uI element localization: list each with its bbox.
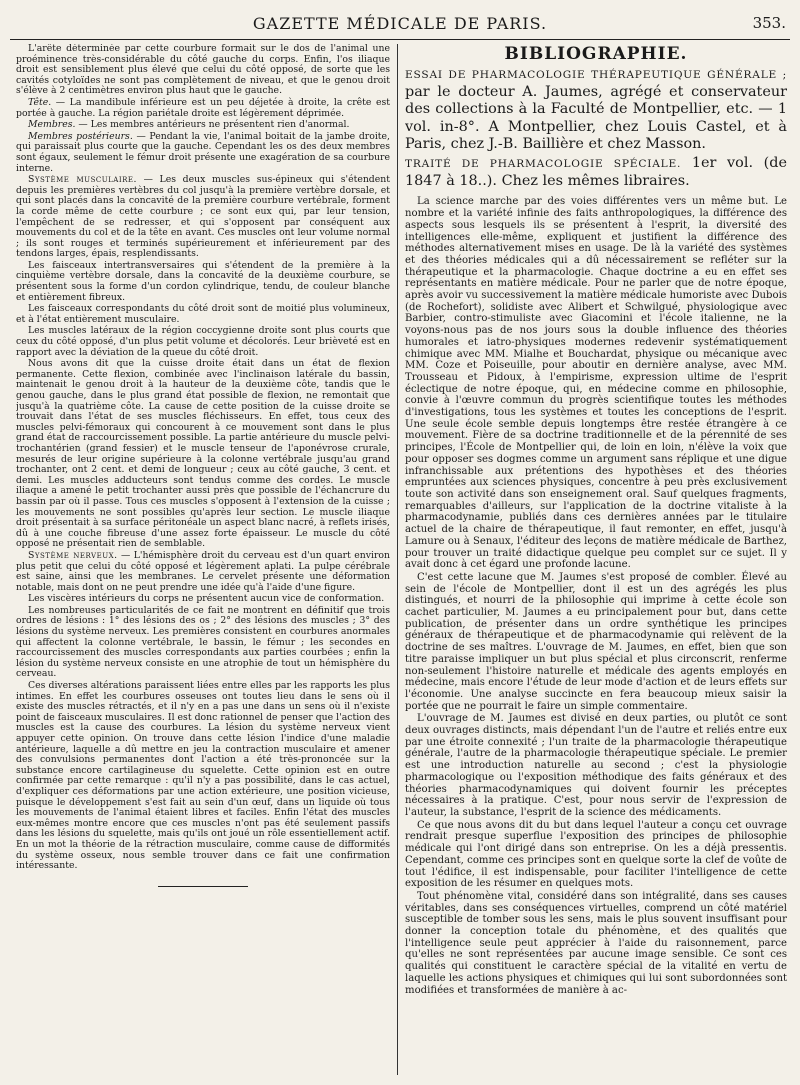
paragraph: Ce que nous avons dit du but dans lequel l'auteur a conçu cet ouvrage rendrait presque superflue l'exposition des principes de philosophie médicale qui l'ont dirigé dans son entreprise. On les a déjà pressentis. Cependant, comme ces principes sont en quelque sorte la clef de voûte de tout l'édifice, il est indispensable, pour faciliter l'intelligence de cette exposition de les résumer en quelques mots.	[405, 819, 787, 890]
page-number: 353.	[752, 14, 786, 32]
paragraph: Tout phénomène vital, considéré dans son intégralité, dans ses causes véritables, dans ses conséquences virtuelles, comprend un côté matériel susceptible de tomber sous les sens, mais le plus souvent insuffisant pour donner la conception totale du phénomène, et des qualités que l'intelligence seule peut apprécier à l'aide du raisonnement, parce qu'elles ne sont représentées par aucune image sensible. Ce sont ces qualités qui constituent le caractère spécial de la vitalité en vertu de laquelle les actions physiques et chimiques qui lui sont subordonnées sont modifiées et transformées de manière à ac-	[405, 890, 787, 996]
paragraph: Ces diverses altérations paraissent liées entre elles par les rapports les plus intimes. En effet les courbures osseuses ont toutes lieu dans le sens où il existe des muscles rétractés, et il n'y en a pas une dans un sens où il n'existe point de faisceaux musculaires. Il est donc rationnel de penser que l'action des muscles est la cause des courbures. La lésion du système nerveux vient appuyer cette opinion. On trouve dans cette lésion l'indice d'une maladie antérieure, laquelle a dû mettre en jeu la contraction musculaire et amener des convulsions permanentes dont l'action a été très-prononcée sur la substance encore cartilagineuse du squelette. Cette opinion est en outre confirmée par cette remarque : qu'il n'y a pas possibilité, dans le cas actuel, d'expliquer ces déformations par une action extérieure, une position vicieuse, puisque le développement s'est fait au sein d'un œuf, dans un liquide où tous les mouvements de l'animal étaient libres et faciles. Enfin l'état des muscles eux-mêmes montre encore que ces muscles n'ont pas été seulement passifs dans les lésions du squelette, mais qu'ils ont joué un rôle essentiellement actif. En un mot la théorie de la rétraction musculaire, comme cause de difformités du système osseux, nous semble trouver dans ce fait une confirmation intéressante.	[16, 680, 390, 872]
book-entry: ESSAI DE PHARMACOLOGIE THÉRAPEUTIQUE GÉNÉRALE ; par le docteur A. Jaumes, agrégé et conservateur des collections à la Faculté de Montpellier, etc. — 1 vol. in-8°. A Montpellier, chez Louis Castel, et à Paris, chez J.-B. Baillière et chez Masson.	[405, 69, 787, 152]
paragraph: Les faisceaux intertransversaires qui s'étendent de la première à la cinquième vertèbre dorsale, dans la concavité de la deuxième courbure, se présentent sous la forme d'un cordon cylindrique, tendu, de couleur blanche et entièrement fibreux.	[16, 259, 390, 303]
column-divider	[397, 44, 398, 1075]
book-entry: TRAITÉ DE PHARMACOLOGIE SPÉCIALE. 1er vol. (de 1847 à 18..). Chez les mêmes libraires.	[405, 155, 787, 190]
paragraph: Les faisceaux correspondants du côté droit sont de moitié plus volumineux, et à l'état entièrement musculaire.	[16, 303, 390, 325]
paragraph: C'est cette lacune que M. Jaumes s'est proposé de combler. Élevé au sein de l'école de Montpellier, dont il est un des agrégés les plus distingués, et nourri de la philosophie qui imprime à cette école son cachet particulier, M. Jaumes a eu principalement pour but, dans cette publication, de présenter dans un ordre synthétique les principes généraux de thérapeutique et de pharmacodynamie qui relèvent de la doctrine de ses maîtres. L'ouvrage de M. Jaumes, en effet, bien que son titre paraisse impliquer un but plus spécial et plus circonscrit, renferme non-seulement l'histoire naturelle et médicale des agents employés en médecine, mais encore l'étude de leur mode d'action et de leurs effets sur l'économie. Une analyse succincte en fera beaucoup mieux saisir la portée que ne pourrait le faire un simple commentaire.	[405, 571, 787, 712]
book-title: ESSAI DE PHARMACOLOGIE THÉRAPEUTIQUE GÉNÉRALE ;	[405, 69, 787, 81]
subsection-label: Système nerveux.	[28, 549, 118, 561]
paragraph: Système nerveux. — L'hémisphère droit du cerveau est d'un quart environ plus petit que celui du côté opposé et légèrement aplati. La pulpe cérébrale est saine, ainsi que les membranes. Le cervelet présente une déformation notable, mais dont on ne peut prendre une idée qu'à l'aide d'une figure.	[16, 549, 390, 593]
paragraph: Les muscles latéraux de la région coccygienne droite sont plus courts que ceux du côté opposé, d'un plus petit volume et décolorés. Leur brièveté est en rapport avec la déviation de la queue du côté droit.	[16, 325, 390, 358]
paragraph: Les viscères intérieurs du corps ne présentent aucun vice de conformation.	[28, 593, 385, 605]
subsection-label: Membres.	[28, 119, 76, 131]
paragraph: Tête. — La mandibule inférieure est un peu déjetée à droite, la crête est portée à gauche. La région pariétale droite est légèrement déprimée.	[16, 96, 390, 119]
journal-title: GAZETTE MÉDICALE DE PARIS.	[252, 14, 548, 33]
subsection-label: Membres postérieurs.	[28, 130, 133, 142]
header-rule	[10, 39, 790, 40]
paragraph: Membres postérieurs. — Pendant la vie, l'animal boitait de la jambe droite, qui paraissait plus courte que la gauche. Cependant les os des deux membres sont égaux, seulement le fémur droit présente une exagération de sa courbure interne.	[16, 130, 390, 174]
paragraph: Nous avons dit que la cuisse droite était dans un état de flexion permanente. Cette flexion, combinée avec l'inclinaison latérale du bassin, maintenait le genou droit à la hauteur de la deuxième côte, tandis que le genou gauche, dans le plus grand état possible de flexion, ne remontait que jusqu'à la quatrième côte. La cause de cette position de la cuisse droite se trouvait dans l'état de ses muscles fléchisseurs. En effet, tous ceux des muscles pelvi-fémoraux qui concourent à ce mouvement sont dans le plus grand état de raccourcissement possible. La partie antérieure du muscle pelvi-trochantérien (grand fessier) et le muscle tenseur de l'aponévrose crurale, mesurés de leur origine supérieure à la colonne vertébrale jusqu'au grand trochanter, ont 2 cent. et demi de longueur ; ceux au côté gauche, 3 cent. et demi. Les muscles adducteurs sont tendus comme des cordes. Le muscle iliaque a amené le petit trochanter aussi près que possible de l'échancrure du bassin par où il passe. Tous ces muscles s'opposent à l'extension de la cuisse ; les mouvements ne sont possibles qu'après leur section. Le muscle iliaque droit présentait à sa surface péritonéale un aspect blanc nacré, à reflets irisés, dû à une couche fibreuse d'une assez forte épaisseur. Le muscle du côté opposé ne présentait rien de semblable.	[16, 358, 390, 550]
subsection-label: Tête.	[28, 96, 52, 108]
paragraph: L'ouvrage de M. Jaumes est divisé en deux parties, ou plutôt ce sont deux ouvrages distincts, mais dépendant l'un de l'autre et reliés entre eux par une étroite connexité ; l'un traite de la pharmacologie thérapeutique générale, l'autre de la pharmacologie thérapeutique spéciale. Le premier est une introduction naturelle au second ; c'est la physiologie pharmacologique ou l'exposition méthodique des faits généraux et des théories pharmacodynamiques qui doivent fournir les préceptes nécessaires à la pratique. C'est, pour nous servir de l'expression de l'auteur, la substance, l'esprit de la science des médicaments.	[405, 713, 787, 818]
subsection-label: Système musculaire.	[28, 174, 137, 186]
paragraph: Membres. — Les membres antérieurs ne présentent rien d'anormal.	[28, 119, 350, 131]
paragraph: Les nombreuses particularités de ce fait ne montrent en définitif que trois ordres de lésions : 1° des lésions des os ; 2° des lésions des muscles ; 3° des lésions du système nerveux. Les premières consistent en courbures anormales qui affectent la colonne vertébrale, le bassin, le fémur ; les secondes en raccourcissement des muscles correspondants aux parties courbées ; enfin la lésion du système nerveux consiste en une atrophie de tout un hémisphère du cerveau.	[16, 604, 390, 680]
paragraph: La science marche par des voies différentes vers un même but. Le nombre et la variété infinie des faits anthropologiques, la différence des aspects sous lesquels ils se présentent à l'esprit, la diversité des intelligences elle-même, expliquent et justifient la différence des méthodes alternativement mises en usage. De là la variété des systèmes et des théories médicales qui a dû nécessairement se refléter sur la thérapeutique et la pharmacologie. Chaque doctrine a eu en effet ses représentants en matière médicale. Pour ne parler que de notre époque, après avoir vu successivement la matière médicale humoriste avec Dubois (de Rochefort), solidiste avec Alibert et Schwilgué, physiologique avec Barbier, contro-stimuliste avec Giacomini et l'école italienne, ne la voyons-nous pas de nos jours sous la double influence des théories humorales et iatro-physiques modernes redevenir systématiquement chimique avec MM. Mialhe et Bouchardat, physique ou mécanique avec MM. Coze et Poiseuille, pour aboutir en dernière analyse, avec MM. Trousseau et Pidoux, à l'empirisme, expression ultime de l'esprit éclectique de notre époque, qui, en médecine comme en philosophie, convie à l'œuvre commun du progrès scientifique toutes les méthodes d'investigations, tous les systèmes et toutes les conceptions de l'esprit. Une seule école semble depuis longtemps être restée étrangère à ce mouvement. Fière de sa doctrine traditionnelle et de la pérennité de ses principes, l'École de Montpellier qui, de loin en loin, n'élève la voix que pour opposer ses dogmes comme un argument sans réplique et une digue infranchissable aux prétentions des hypothèses et des théories empruntées aux sciences physiques, concentre à peu près exclusivement toute son activité dans son enseignement oral. Sauf quelques fragments, remarquables d'ailleurs, sur l'application de la doctrine vitaliste à la pharmacodynamie, publiés dans ces dernières années par le titulaire actuel de la chaire de thérapeutique, il faut remonter, en effet, jusqu'à Lamure ou à Senaux, l'éditeur des leçons de matière médicale de Barthez, pour trouver un traité didactique quelque peu complet sur ce sujet. Il y avait donc à cet égard une profonde lacune.	[405, 196, 787, 571]
paragraph: L'arête déterminée par cette courbure formait sur le dos de l'animal une proéminence très-considérable du côté gauche du corps. Enfin, l'os iliaque droit est sensiblement plus élevé que celui du côté opposé, de sorte que les cavités cotyloïdes ne sont pas complètement de niveau, et que le genou droit s'élève à 2 centimètres environ plus haut que le gauche.	[16, 44, 390, 97]
book-title: TRAITÉ DE PHARMACOLOGIE SPÉCIALE.	[405, 158, 682, 171]
end-rule	[158, 886, 248, 887]
section-title: BIBLIOGRAPHIE.	[504, 44, 688, 64]
left-column	[16, 44, 390, 1079]
paragraph: Système musculaire. — Les deux muscles sus-épineux qui s'étendent depuis les premières vertèbres du col jusqu'à la première vertèbre dorsale, et qui sont placés dans la concavité de la première courbure vertébrale, forment la corde même de cette courbure ; ce sont eux qui, par leur tension, l'empêchent de se redresser, et qui s'opposent par conséquent aux mouvements du col et de la tête en avant. Ces muscles ont leur volume normal ; ils sont rouges et terminés supérieurement et inférieurement par des tendons larges, épais, resplendissants.	[16, 174, 390, 260]
right-column	[405, 44, 787, 1079]
page-header	[10, 14, 790, 36]
